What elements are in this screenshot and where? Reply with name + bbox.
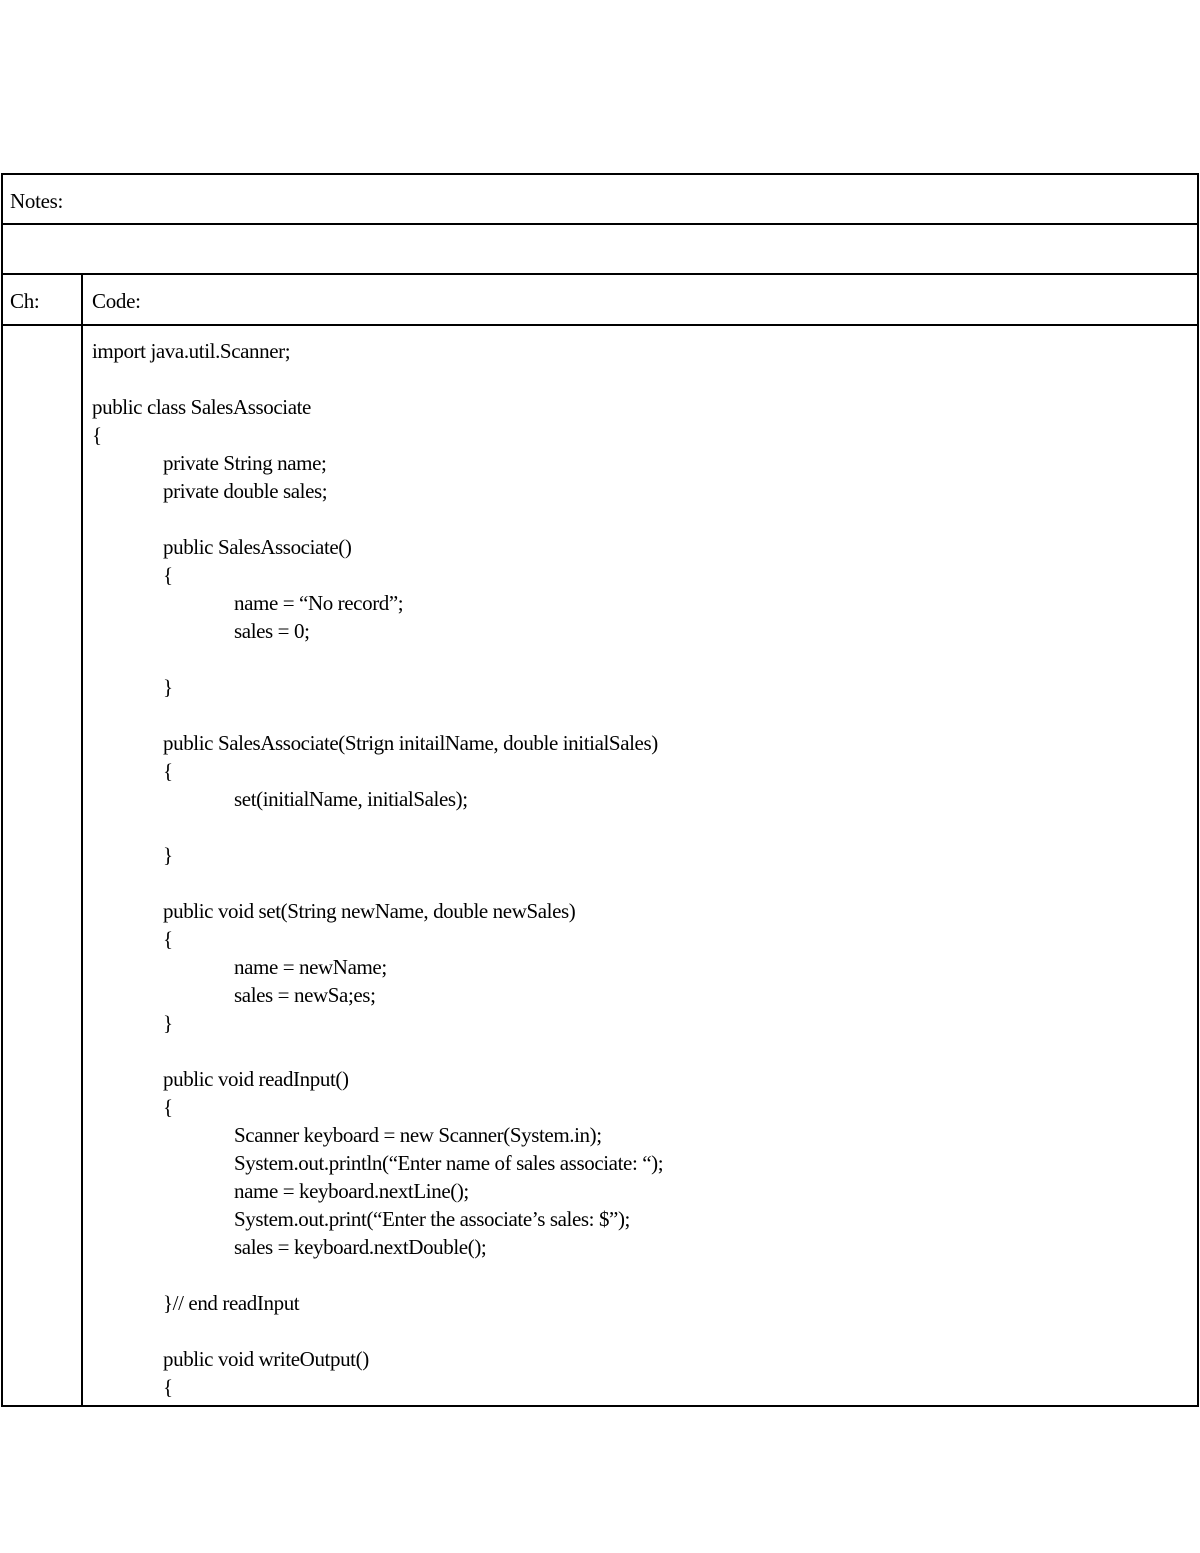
- code-line: {: [163, 563, 173, 587]
- code-line: }: [163, 1011, 173, 1035]
- code-line: public class SalesAssociate: [92, 395, 311, 419]
- code-line: }: [163, 843, 173, 867]
- code-column-header: Code:: [92, 289, 141, 313]
- notes-code-table: [1, 173, 1199, 1407]
- code-line: public SalesAssociate(): [163, 535, 352, 559]
- code-line: private double sales;: [163, 479, 328, 503]
- code-line: public void set(String newName, double newSales): [163, 899, 576, 923]
- code-line: [92, 1261, 1187, 1289]
- code-line: public void writeOutput(): [163, 1347, 369, 1371]
- code-line: private String name;: [163, 451, 327, 475]
- code-line: import java.util.Scanner;: [92, 339, 291, 363]
- code-line: [92, 869, 1187, 897]
- code-line: name = keyboard.nextLine();: [234, 1179, 469, 1203]
- code-line: [92, 1037, 1187, 1065]
- code-line: }// end readInput: [163, 1291, 300, 1315]
- code-line: System.out.println(“Enter name of sales associate: “);: [234, 1151, 664, 1175]
- code-line: [92, 645, 1187, 673]
- code-line: Scanner keyboard = new Scanner(System.in);: [234, 1123, 602, 1147]
- code-body-row: [3, 326, 1197, 1405]
- code-line: name = newName;: [234, 955, 387, 979]
- code-line: [92, 701, 1187, 729]
- code-line: [92, 1317, 1187, 1345]
- code-line: {: [163, 1095, 173, 1119]
- code-line: name = “No record”;: [234, 591, 404, 615]
- code-line: [92, 505, 1187, 533]
- code-line: }: [163, 675, 173, 699]
- ch-column-header: Ch:: [10, 289, 40, 313]
- column-divider: [81, 275, 83, 1405]
- blank-notes-row: [3, 225, 1197, 275]
- code-line: {: [163, 1375, 173, 1399]
- code-line: {: [163, 759, 173, 783]
- code-line: set(initialName, initialSales);: [234, 787, 468, 811]
- code-line: {: [92, 423, 102, 447]
- code-line: System.out.print(“Enter the associate’s sales: $”);: [234, 1207, 630, 1231]
- code-line: public SalesAssociate(Strign initailName, double initialSales): [163, 731, 658, 755]
- notes-label: Notes:: [10, 189, 64, 213]
- notes-row: [3, 175, 1197, 225]
- code-line: public void readInput(): [163, 1067, 349, 1091]
- code-line: {: [163, 927, 173, 951]
- code-line: [92, 813, 1187, 841]
- code-line: sales = 0;: [234, 619, 310, 643]
- code-line: sales = newSa;es;: [234, 983, 376, 1007]
- code-line: [92, 365, 1187, 393]
- code-block: [92, 337, 1187, 1401]
- header-row: [3, 275, 1197, 326]
- code-line: sales = keyboard.nextDouble();: [234, 1235, 487, 1259]
